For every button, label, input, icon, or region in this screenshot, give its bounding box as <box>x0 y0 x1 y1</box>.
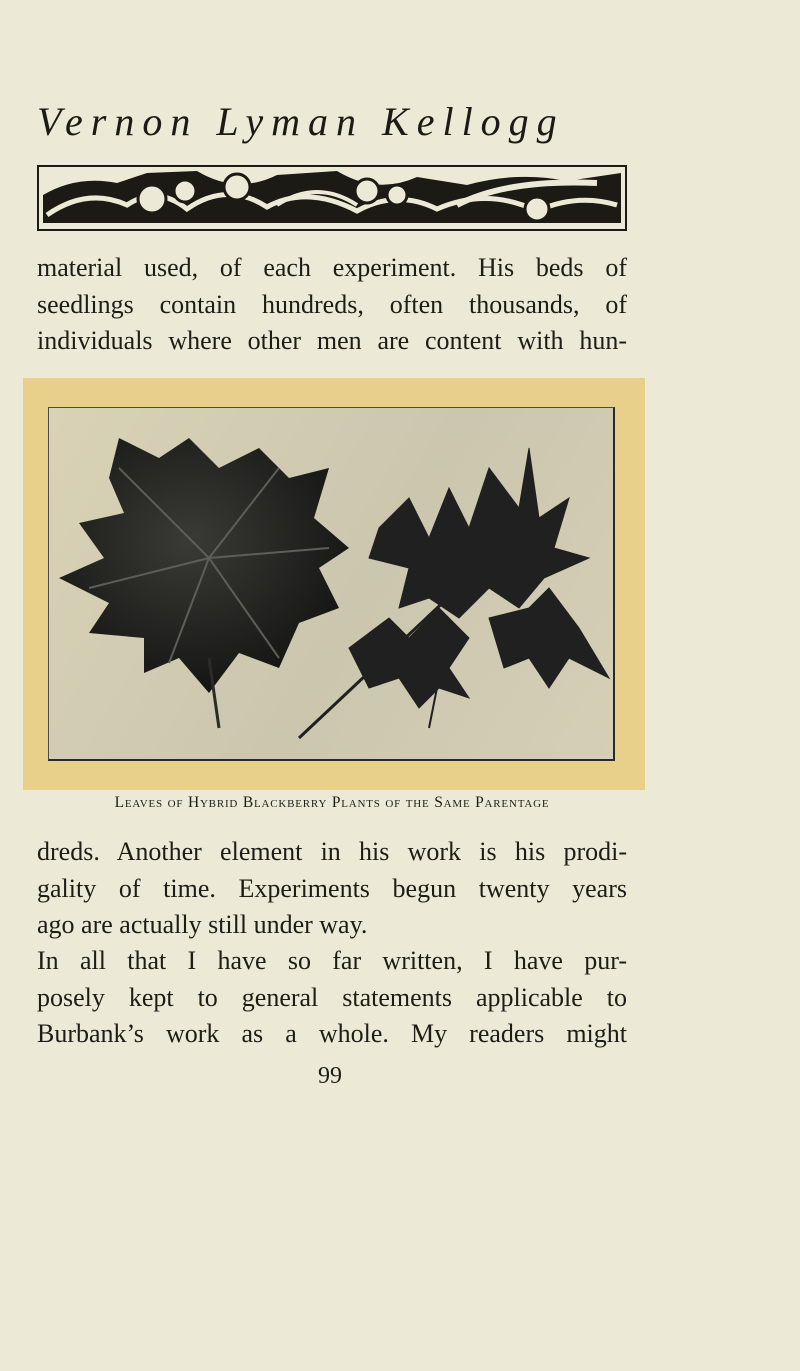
blackberry-leaves-illustration <box>49 408 615 760</box>
text-line: seedlings contain hundreds, often thousands, of <box>37 289 627 319</box>
figure-caption: Leaves of Hybrid Blackberry Plants of the Same Parentage <box>114 794 550 811</box>
page-number: 99 <box>318 1063 342 1089</box>
text-line: posely kept to general statements applicable to <box>37 982 627 1012</box>
text-line: Burbank’s work as a whole. My readers might <box>37 1019 627 1048</box>
decorative-headpiece <box>37 165 627 231</box>
paragraph-continued <box>37 250 627 360</box>
running-header: Vernon Lyman Kellogg <box>37 99 565 144</box>
text-line: dreds. Another element in his work is his prodi- <box>37 837 627 866</box>
paragraph-main <box>37 834 627 944</box>
paragraph-next <box>37 943 627 1053</box>
text-line: individuals where other men are content with hun- <box>37 326 627 355</box>
text-line: ago are actually still under way. <box>37 910 368 939</box>
text-line: material used, of each experiment. His beds of <box>37 253 627 282</box>
figure-photograph <box>48 407 615 761</box>
text-line: gality of time. Experiments begun twenty years <box>37 873 627 903</box>
text-line: In all that I have so far written, I have pur- <box>37 946 627 975</box>
